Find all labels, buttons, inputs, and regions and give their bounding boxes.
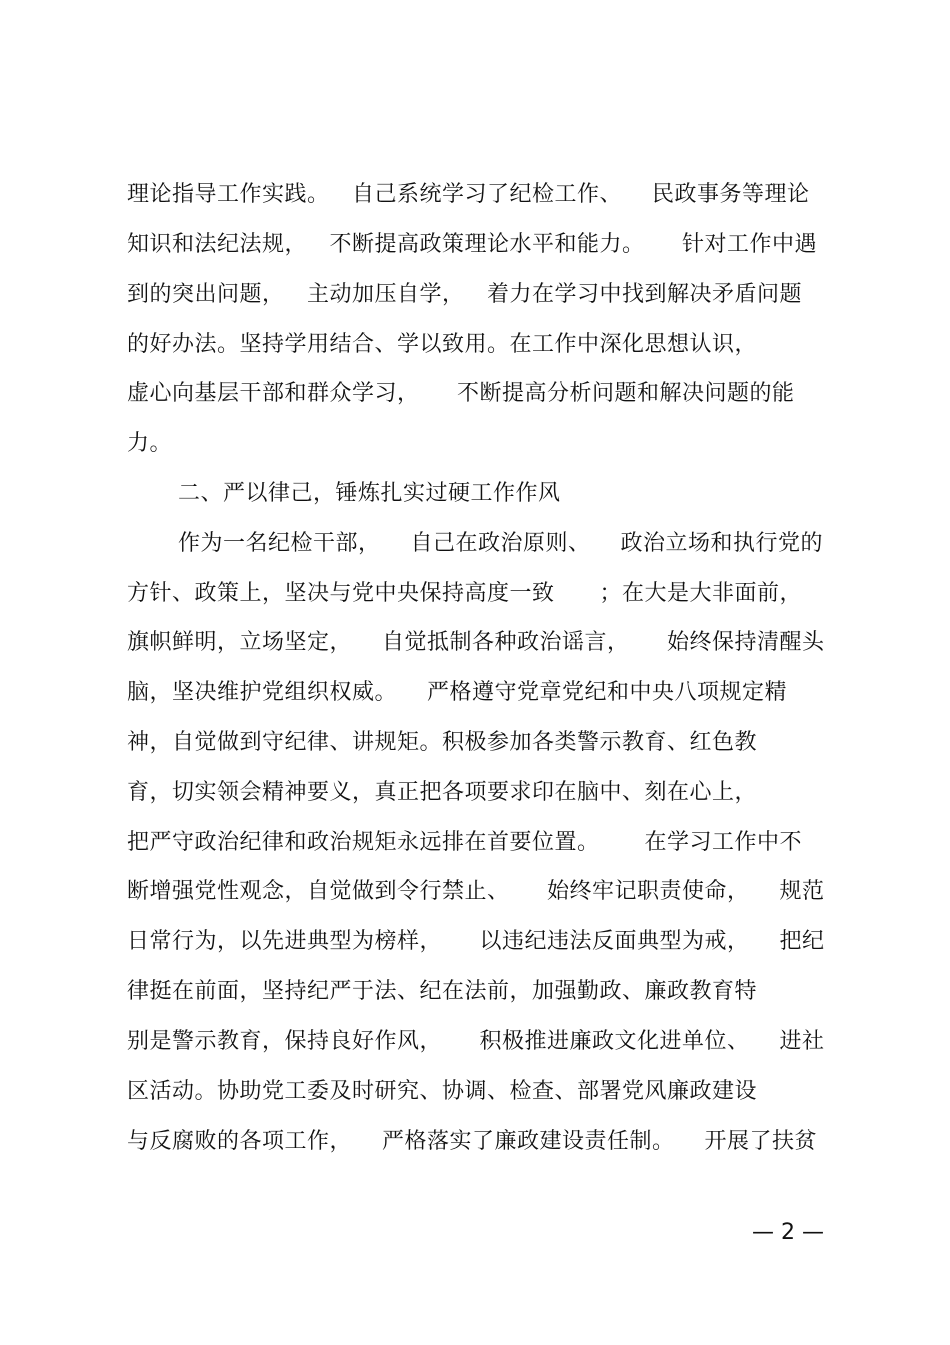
paragraph-2-line-7: 把严守政治纪律和政治规矩永远排在首要位置。 在学习工作中不 xyxy=(127,830,802,855)
page-number: — 2 — xyxy=(752,1220,824,1245)
paragraph-2-line-1: 作为一名纪检干部， 自己在政治原则、 政治立场和执行党的 xyxy=(178,531,823,556)
paragraph-1-line-1: 理论指导工作实践。 自己系统学习了纪检工作、 民政事务等理论 xyxy=(127,182,810,207)
paragraph-1-line-4: 的好办法。坚持学用结合、学以致用。在工作中深化思想认识， xyxy=(127,332,758,357)
paragraph-2-line-2: 方针、政策上，坚决与党中央保持高度一致 ；在大是大非面前， xyxy=(127,581,802,606)
paragraph-2-line-11: 别是警示教育，保持良好作风， 积极推进廉政文化进单位、 进社 xyxy=(127,1029,825,1054)
paragraph-2-line-10: 律挺在前面，坚持纪严于法、纪在法前，加强勤政、廉政教育特 xyxy=(127,979,758,1004)
paragraph-2-line-5: 神，自觉做到守纪律、讲规矩。积极参加各类警示教育、红色教 xyxy=(127,730,758,755)
paragraph-2-line-13: 与反腐败的各项工作， 严格落实了廉政建设责任制。 开展了扶贫 xyxy=(127,1129,817,1154)
paragraph-2-line-9: 日常行为，以先进典型为榜样， 以违纪违法反面典型为戒， 把纪 xyxy=(127,929,825,954)
section-heading: 二、严以律己，锤炼扎实过硬工作作风 xyxy=(178,481,561,506)
paragraph-1-line-6: 力。 xyxy=(127,431,173,456)
paragraph-1-line-2: 知识和法纪法规， 不断提高政策理论水平和能力。 针对工作中遇 xyxy=(127,232,817,257)
paragraph-2-line-12: 区活动。协助党工委及时研究、协调、检查、部署党风廉政建设 xyxy=(127,1079,758,1104)
paragraph-1-line-3: 到的突出问题， 主动加压自学， 着力在学习中找到解决矛盾问题 xyxy=(127,282,802,307)
paragraph-2-line-6: 育，切实领会精神要义，真正把各项要求印在脑中、刻在心上， xyxy=(127,780,758,805)
paragraph-1-line-5: 虚心向基层干部和群众学习， 不断提高分析问题和解决问题的能 xyxy=(127,381,795,406)
paragraph-2-line-8: 断增强党性观念，自觉做到令行禁止、 始终牢记职责使命， 规范 xyxy=(127,879,825,904)
paragraph-2-line-3: 旗帜鲜明，立场坚定， 自觉抵制各种政治谣言， 始终保持清醒头 xyxy=(127,630,825,655)
paragraph-2-line-4: 脑，坚决维护党组织权威。 严格遵守党章党纪和中央八项规定精 xyxy=(127,680,787,705)
